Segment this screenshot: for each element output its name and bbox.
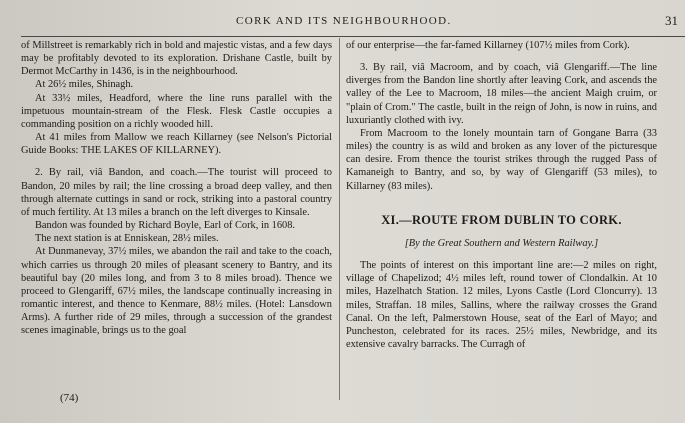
paragraph: At 26½ miles, Shinagh. [35, 79, 134, 91]
paragraph: of our enterprise—the far-famed Killarney (107½ miles from Cork). [346, 40, 630, 51]
paragraph: of Millstreet is remarkably rich in bold and majestic vistas, and a few days may be profitably devoted to its exploration. Drishane Castle, built by Dermot McCarthy in 1436, is in the neighbourhood. [21, 40, 332, 78]
paragraph: Bandon was founded by Richard Boyle, Earl of Cork, in 1608. [35, 220, 296, 232]
section-heading: XI.—ROUTE FROM DUBLIN TO CORK. [381, 212, 622, 227]
header-rule [21, 36, 685, 37]
section-subheading: [By the Great Southern and Western Railway.] [404, 237, 599, 249]
paragraph: From Macroom to the lonely mountain tarn of Gongane Barra (33 miles) the country is as wild and broken as any lover of the picturesque can desire. From thence the tourist strikes through the rugged Pass of Kamaneigh to Bantry, and so, by way of Glengariff (53 miles), to Killarney (83 miles). [346, 127, 657, 192]
page-header [0, 13, 685, 31]
paragraph: 2. By rail, viâ Bandon, and coach.—The tourist will proceed to Bandon, 20 miles by rail; the line crossing a broad deep valley, and then through alternate cuttings in sand or rock, striking into a pastoral country of much fertility. At 13 miles a branch on the left diverges to Kinsale. [21, 167, 332, 218]
folio-number: (74) [60, 392, 79, 404]
paragraph: At 41 miles from Mallow we reach Killarney (see Nelson's Pictorial Guide Books: THE LAKES OF KILLARNEY). [21, 132, 332, 157]
paragraph: The next station is at Enniskean, 28½ miles. [35, 233, 219, 245]
column-divider [339, 38, 340, 400]
running-title: CORK AND ITS NEIGHBOURHOOD. [236, 15, 452, 27]
left-column [21, 39, 332, 337]
right-column [346, 39, 657, 351]
paragraph: 3. By rail, viâ Macroom, and by coach, viâ Glengariff.—The line diverges from the Bandon line shortly after leaving Cork, and ascends the valley of the Lee to Macroom, 18 miles—the ancient Maigh cruim, or "plain of Crom." The castle, built in the reign of John, is now in ruins, and luxuriantly clothed with ivy. [346, 62, 657, 126]
page-number: 31 [665, 13, 678, 28]
paragraph: The points of interest on this important line are:—2 miles on right, village of Chapelizod; 4½ miles left, round tower of Clondalkin. At 10 miles, Hazelhatch Station. 12 miles, Lyons Castle (Lord Cloncurry). 13 miles, Straffan. 18 miles, Sallins, where the railway crosses the Grand Canal. On the left, Palmerstown House, seat of the Earl of Mayo; and Puncheston, celebrated for its races. 25½ miles, Newbridge, and its extensive cavalry barracks. The Curragh of [346, 260, 657, 350]
paragraph: At Dunmanevay, 37½ miles, we abandon the rail and take to the coach, which carries us through 20 miles of pleasant scenery to Bantry, and its beautiful bay (20 miles long, and from 3 to 8 miles broad). Thence we proceed to Glengariff, 67½ miles, the landscape continually increasing in romantic interest, and thence to Kenmare, 88½ miles. (Hotel: Lansdown Arms). A further ride of 29 miles, through a succession of the grandest scenes imaginable, brings us to the goal [21, 246, 332, 337]
paragraph: At 33½ miles, Headford, where the line runs parallel with the impetuous mountain-stream of the Flesk. Flesk Castle occupies a commanding position on a richly wooded hill. [21, 92, 332, 130]
